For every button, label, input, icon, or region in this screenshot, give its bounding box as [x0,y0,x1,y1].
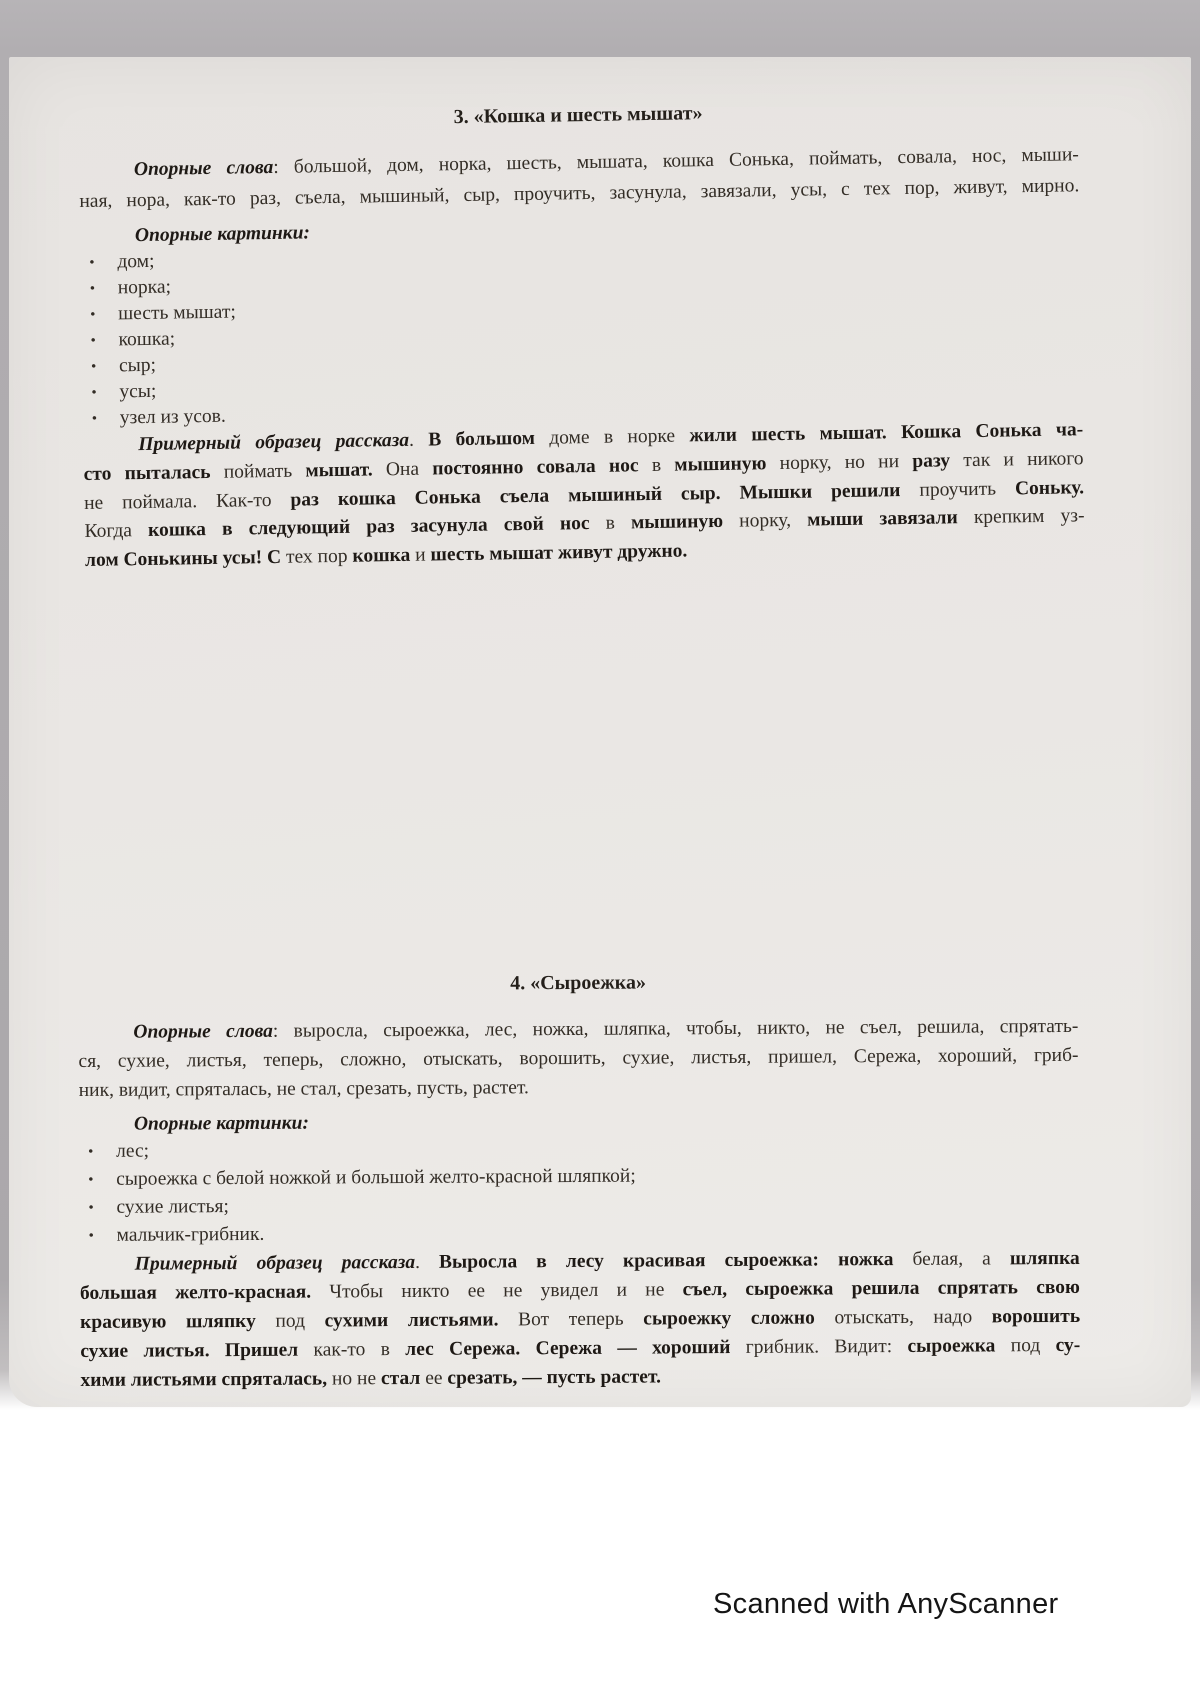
text-segment: и [410,544,431,567]
bullet-text: сухие листья; [116,1196,229,1218]
scanned-page [9,57,1191,1407]
section-cat-and-six-mice [78,96,1085,576]
bullet-icon: • [88,1199,94,1216]
text-segment: отыскать, надо [814,1306,992,1329]
text-segment: белая, а [893,1248,1010,1271]
text-segment: мышат. [305,459,373,482]
keywords-paragraph [79,139,1080,217]
keywords-paragraph [78,1012,1079,1105]
text-segment: так и никого [949,448,1084,472]
text-segment: в [589,512,632,535]
text-segment: норку, [722,509,808,533]
text-segment: ная, нора, как-то раз, съела, мышиный, сыр, проучить, засунула, завязали, усы, с тех пор, живут, мирно. [79,175,1080,212]
text-segment: жили шесть мышат. Кошка Сонька ча- [689,419,1084,447]
text-segment: но не [327,1368,382,1390]
pictures-list [79,1132,1080,1250]
section-russula [78,969,1081,1395]
text-segment: Соньку. [1014,476,1085,499]
text-segment: постоянно совала нос [432,455,639,480]
bullet-text: усы; [119,380,157,403]
bullet-icon: • [91,410,98,427]
bullet-icon: • [89,280,96,297]
text-segment: кошка [352,545,411,567]
text-line [79,1070,1079,1105]
text-segment: кошка в следующий раз засунула свой нос [147,513,590,542]
bullet-icon: • [88,1227,94,1244]
text-segment: В большом [428,427,536,451]
text-segment: красивую шляпку [80,1310,256,1333]
text-segment: Когда [84,520,149,543]
section-title: 3. «Кошка и шесть мышат» [453,102,703,129]
bullet-text: мальчик-грибник. [116,1223,265,1246]
text-segment: не поймала. Как-то [83,489,291,514]
text-segment: ся, сухие, листья, теперь, сложно, отыскать, ворошить, сухие, листья, пришел, Сережа, хороший, гриб- [78,1044,1079,1072]
bullet-icon: • [90,306,96,323]
scanner-watermark: Scanned with AnyScanner [713,1588,1059,1620]
text-segment: Опорные картинки: [134,222,311,247]
text-line [80,1331,1080,1366]
story-paragraph [83,416,1085,576]
text-segment: шесть мышат живут дружно. [430,540,688,566]
text-segment: под [255,1310,325,1332]
text-segment: . [414,1251,440,1273]
text-segment: сыроежку сложно [643,1307,815,1330]
bullet-text: норка; [117,276,172,299]
bullet-icon: • [91,384,97,401]
text-segment: раз кошка Сонька съела мышиный сыр. Мышки решили [290,479,901,511]
text-segment: Опорные картинки: [133,1112,309,1135]
text-segment: Она [372,458,433,481]
text-line [78,1041,1078,1076]
text-segment: съел, сыроежка решила спрятать свою [682,1276,1080,1301]
text-segment: мыши завязали [806,507,958,531]
text-segment: су- [1055,1334,1081,1357]
text-segment: доме в норке [534,425,690,449]
text-segment: под [995,1335,1056,1357]
text-segment: сто пыталась [83,461,211,485]
bullet-icon: • [90,358,97,375]
text-segment: мышиную [630,511,724,534]
text-segment: сухие листья. Пришел [80,1339,299,1362]
text-segment: мышиную [674,453,767,476]
text-segment: разу [912,450,951,472]
text-segment: проучить [900,477,1016,501]
text-segment: ее [420,1367,448,1389]
text-segment: Чтобы никто ее не увидел и не [311,1279,683,1303]
bullet-icon: • [90,332,96,349]
bullet-icon: • [89,254,95,271]
story-paragraph [80,1244,1081,1395]
text-segment: Выросла в лесу красивая сыроежка: ножка [438,1249,894,1273]
text-segment: лом Сонькины усы! С [84,546,287,572]
bullet-text: шесть мышат; [118,301,236,325]
page-content [78,57,1085,1407]
text-segment: : большой, дом, норка, шесть, мышата, кошка Сонька, поймать, совала, нос, мыши- [273,144,1079,178]
bullet-text: сыроежка с белой ножкой и большой желто-красной шляпкой; [116,1165,636,1190]
text-segment: большая желто-красная. [79,1281,312,1304]
text-segment: ворошить [991,1305,1081,1328]
section-title: 4. «Сыроежка» [510,971,647,995]
text-segment: Примерный образец рассказа [138,429,410,456]
text-segment: стал [380,1367,421,1390]
text-segment: в [638,454,675,477]
text-segment: : выросла, сыроежка, лес, ножка, шляпка, чтобы, никто, не съел, решила, спрятать- [272,1015,1079,1042]
bullet-text: сыр; [118,354,157,377]
bullet-text: дом; [117,250,155,273]
text-segment: поймать [210,460,306,483]
bullet-icon: • [88,1143,94,1160]
text-segment: ник, видит, спряталась, не стал, срезать, пусть, растет. [78,1077,529,1101]
text-segment: как-то в [298,1339,406,1361]
text-segment: сухими листьями. [324,1309,499,1332]
text-segment: Опорные слова [133,1020,273,1043]
text-segment: норку, но ни [766,450,913,475]
text-segment: Опорные слова [133,156,274,181]
text-segment: грибник. Видит: [730,1335,908,1359]
bullet-text: кошка; [118,328,176,351]
text-segment: шляпка [1009,1247,1080,1270]
text-segment: крепким уз- [957,505,1085,529]
bullet-text: узел из усов. [119,405,226,429]
text-segment: Вот теперь [498,1308,644,1331]
text-segment: хими листьями спряталась, [80,1368,328,1391]
bullet-text: лес; [116,1140,150,1162]
bullet-icon: • [88,1171,94,1188]
text-segment: лес Сережа. Сережа — хороший [405,1337,731,1361]
text-segment: тех пор [285,545,353,568]
text-segment: Примерный образец рассказа [134,1251,416,1275]
pictures-list [80,234,1083,432]
text-segment: сыроежка [907,1335,996,1357]
text-segment: . [408,429,429,451]
text-segment: срезать, — пусть растет. [447,1366,661,1389]
text-line [80,1360,1080,1395]
